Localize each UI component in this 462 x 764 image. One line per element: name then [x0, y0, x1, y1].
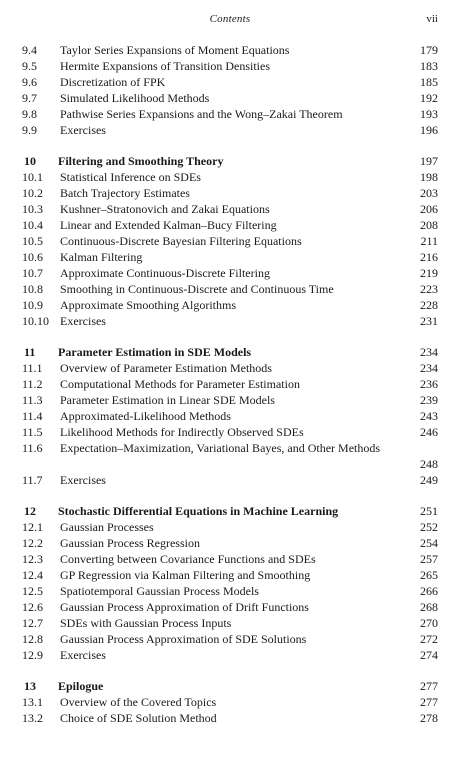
section-page: 206	[420, 202, 438, 216]
toc-entry	[22, 535, 438, 551]
toc-entry	[22, 424, 438, 440]
section-number: 9.4	[22, 43, 37, 57]
section-title: Parameter Estimation in Linear SDE Models	[60, 393, 275, 407]
chapter-page: 234	[420, 345, 438, 359]
section-page: 183	[420, 59, 438, 73]
section-page: 268	[420, 600, 438, 614]
toc-entry	[22, 567, 438, 583]
section-number: 12.9	[22, 648, 43, 662]
section-title: Choice of SDE Solution Method	[60, 711, 217, 725]
section-number: 10.4	[22, 218, 43, 232]
section-number: 9.9	[22, 123, 37, 137]
section-title: Approximated-Likelihood Methods	[60, 409, 231, 423]
section-number: 13.1	[22, 695, 43, 709]
toc-entry	[22, 217, 438, 233]
section-title: Likelihood Methods for Indirectly Observed SDEs	[60, 425, 304, 439]
toc-entry	[22, 615, 438, 631]
section-number: 12.3	[22, 552, 43, 566]
section-title: GP Regression via Kalman Filtering and Smoothing	[60, 568, 311, 582]
section-number: 10.3	[22, 202, 43, 216]
section-number: 10.6	[22, 250, 43, 264]
chapter-number: 13	[24, 679, 36, 693]
toc-entry	[22, 233, 438, 249]
section-page: 272	[420, 632, 438, 646]
toc-entry	[22, 710, 438, 726]
section-page: 248	[420, 457, 438, 471]
section-title: Simulated Likelihood Methods	[60, 91, 210, 105]
toc-entry	[22, 169, 438, 185]
section-page: 254	[420, 536, 438, 550]
section-number: 11.6	[22, 441, 43, 455]
section-page: 185	[420, 75, 438, 89]
toc-entry	[22, 106, 438, 122]
toc-entry	[22, 313, 438, 329]
section-number: 13.2	[22, 711, 43, 725]
toc-entry	[22, 74, 438, 90]
section-number: 11.7	[22, 473, 43, 487]
chapter-title: Filtering and Smoothing Theory	[58, 154, 224, 168]
section-page: 231	[420, 314, 438, 328]
section-title: Continuous-Discrete Bayesian Filtering Equations	[60, 234, 302, 248]
toc-entry	[22, 281, 438, 297]
toc-entry	[22, 392, 438, 408]
running-title: Contents	[209, 13, 251, 25]
section-number: 9.7	[22, 91, 37, 105]
running-page-number: vii	[426, 13, 438, 25]
section-title: Kushner–Stratonovich and Zakai Equations	[60, 202, 270, 216]
chapter-title: Stochastic Differential Equations in Machine Learning	[58, 504, 339, 518]
section-page: 277	[420, 695, 438, 709]
section-page: 270	[420, 616, 438, 630]
section-number: 11.4	[22, 409, 43, 423]
running-head	[22, 13, 438, 29]
toc-entry	[22, 599, 438, 615]
section-title: Kalman Filtering	[60, 250, 143, 264]
section-page: 265	[420, 568, 438, 582]
toc-entry	[22, 440, 438, 472]
section-title: SDEs with Gaussian Process Inputs	[60, 616, 232, 630]
toc-entry	[22, 297, 438, 313]
toc-entry	[22, 647, 438, 663]
toc-entry	[22, 551, 438, 567]
section-title: Exercises	[60, 314, 106, 328]
section-number: 10.10	[22, 314, 49, 328]
toc-entry	[22, 519, 438, 535]
section-page: 252	[420, 520, 438, 534]
section-title: Overview of the Covered Topics	[60, 695, 217, 709]
section-gap	[22, 488, 438, 503]
section-title: Taylor Series Expansions of Moment Equations	[60, 43, 290, 57]
section-number: 11.3	[22, 393, 43, 407]
section-page: 192	[420, 91, 438, 105]
chapter-heading	[22, 153, 438, 169]
section-gap	[22, 329, 438, 344]
section-number: 9.5	[22, 59, 37, 73]
section-number: 9.8	[22, 107, 37, 121]
section-page: 198	[420, 170, 438, 184]
section-title: Gaussian Process Regression	[60, 536, 200, 550]
section-title: Gaussian Process Approximation of SDE Solutions	[60, 632, 307, 646]
section-page: 274	[420, 648, 438, 662]
toc-entry	[22, 376, 438, 392]
section-gap	[22, 663, 438, 678]
section-number: 9.6	[22, 75, 37, 89]
section-number: 10.2	[22, 186, 43, 200]
section-page: 257	[420, 552, 438, 566]
chapter-number: 11	[24, 345, 36, 359]
section-title: Overview of Parameter Estimation Methods	[60, 361, 272, 375]
section-page: 223	[420, 282, 438, 296]
section-title: Exercises	[60, 123, 106, 137]
section-number: 12.2	[22, 536, 43, 550]
chapter-page: 251	[420, 504, 438, 518]
section-title: Exercises	[60, 648, 106, 662]
section-number: 12.1	[22, 520, 43, 534]
section-page: 193	[420, 107, 438, 121]
section-page: 219	[420, 266, 438, 280]
toc-entry	[22, 408, 438, 424]
toc-entry	[22, 58, 438, 74]
table-of-contents	[22, 42, 438, 726]
section-gap	[22, 138, 438, 153]
section-number: 12.8	[22, 632, 43, 646]
section-title: Computational Methods for Parameter Estimation	[60, 377, 300, 391]
toc-entry	[22, 265, 438, 281]
chapter-heading	[22, 344, 438, 360]
section-title: Approximate Smoothing Algorithms	[60, 298, 236, 312]
section-number: 10.9	[22, 298, 43, 312]
toc-entry	[22, 694, 438, 710]
section-title: Pathwise Series Expansions and the Wong–Zakai Theorem	[60, 107, 343, 121]
toc-entry	[22, 631, 438, 647]
section-number: 12.6	[22, 600, 43, 614]
chapter-title: Parameter Estimation in SDE Models	[58, 345, 252, 359]
section-title: Discretization of FPK	[60, 75, 166, 89]
section-title: Gaussian Processes	[60, 520, 154, 534]
chapter-heading	[22, 678, 438, 694]
section-page: 246	[420, 425, 438, 439]
section-page: 196	[420, 123, 438, 137]
section-title: Exercises	[60, 473, 106, 487]
section-title: Spatiotemporal Gaussian Process Models	[60, 584, 259, 598]
section-page: 239	[420, 393, 438, 407]
section-number: 11.1	[22, 361, 43, 375]
section-title: Batch Trajectory Estimates	[60, 186, 190, 200]
toc-entry	[22, 360, 438, 376]
section-title: Hermite Expansions of Transition Densities	[60, 59, 270, 73]
section-title: Gaussian Process Approximation of Drift Functions	[60, 600, 309, 614]
section-title: Statistical Inference on SDEs	[60, 170, 201, 184]
section-page: 236	[420, 377, 438, 391]
toc-entry	[22, 472, 438, 488]
toc-entry	[22, 42, 438, 58]
section-number: 10.1	[22, 170, 43, 184]
toc-entry	[22, 185, 438, 201]
toc-entry	[22, 201, 438, 217]
section-number: 10.7	[22, 266, 43, 280]
section-title: Approximate Continuous-Discrete Filtering	[60, 266, 270, 280]
section-page: 208	[420, 218, 438, 232]
chapter-heading	[22, 503, 438, 519]
section-number: 10.5	[22, 234, 43, 248]
section-page: 211	[420, 234, 438, 248]
chapter-number: 10	[24, 154, 36, 168]
section-number: 12.7	[22, 616, 43, 630]
section-title: Converting between Covariance Functions and SDEs	[60, 552, 316, 566]
toc-entry	[22, 122, 438, 138]
section-page: 243	[420, 409, 438, 423]
chapter-page: 277	[420, 679, 438, 693]
section-page: 216	[420, 250, 438, 264]
section-page: 278	[420, 711, 438, 725]
section-number: 10.8	[22, 282, 43, 296]
section-page: 266	[420, 584, 438, 598]
section-page: 228	[420, 298, 438, 312]
section-number: 11.5	[22, 425, 43, 439]
section-number: 12.5	[22, 584, 43, 598]
toc-entry	[22, 249, 438, 265]
section-title: Smoothing in Continuous-Discrete and Continuous Time	[60, 282, 334, 296]
section-title: Linear and Extended Kalman–Bucy Filtering	[60, 218, 277, 232]
toc-entry	[22, 90, 438, 106]
chapter-page: 197	[420, 154, 438, 168]
section-number: 11.2	[22, 377, 43, 391]
section-page: 179	[420, 43, 438, 57]
chapter-title: Epilogue	[58, 679, 104, 693]
section-title: Expectation–Maximization, Variational Bayes, and Other Methods	[60, 441, 381, 455]
section-page: 234	[420, 361, 438, 375]
section-number: 12.4	[22, 568, 43, 582]
chapter-number: 12	[24, 504, 36, 518]
toc-entry	[22, 583, 438, 599]
section-page: 203	[420, 186, 438, 200]
section-page: 249	[420, 473, 438, 487]
